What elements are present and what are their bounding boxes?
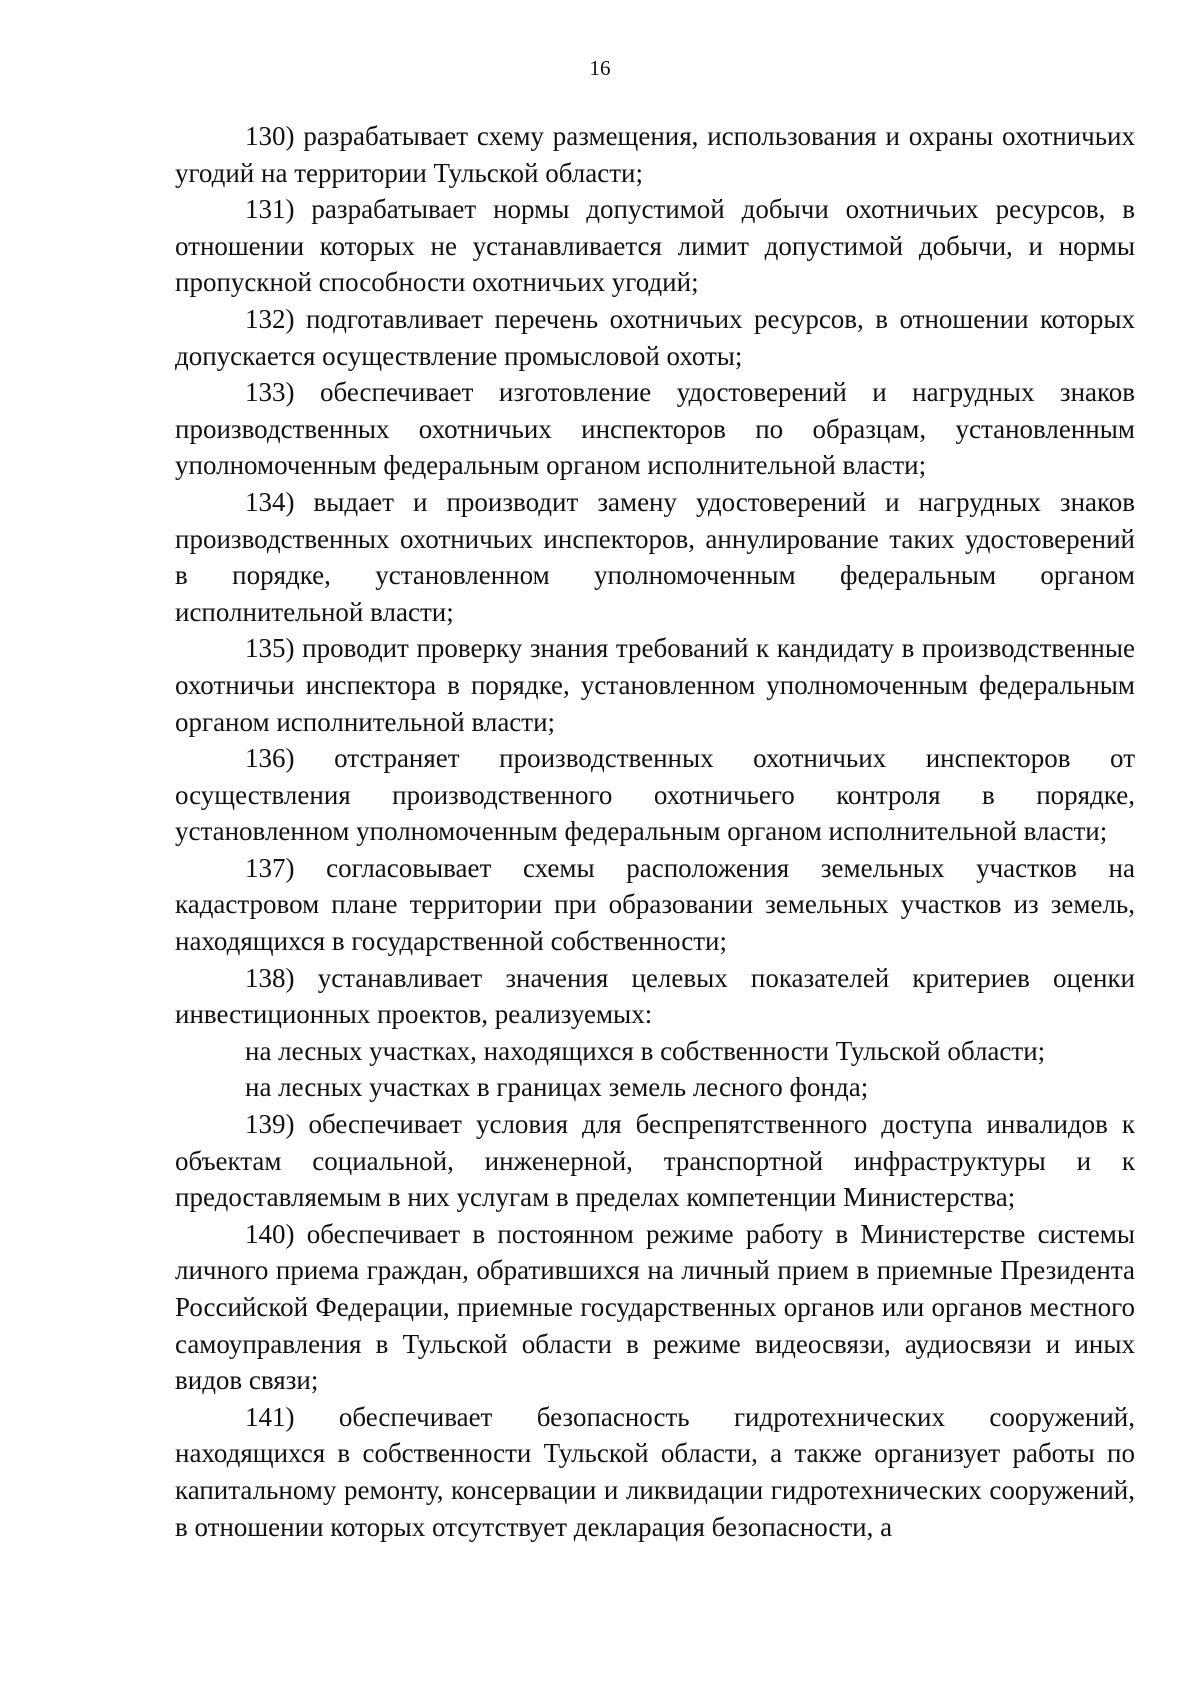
paragraph-text: обеспечивает условия для беспрепятственного доступа инвалидов к объектам социальной, инженерной, транспортной инфраструктуры и к предоставляемым в них услугам в пределах компетенции Министерства;: [175, 1109, 1136, 1213]
paragraph-text: разрабатывает нормы допустимой добычи охотничьих ресурсов, в отношении которых не устанавливается лимит допустимой добычи, и нормы пропускной способности охотничьих угодий;: [175, 194, 1136, 298]
paragraph-136: [175, 740, 1135, 850]
paragraph-text: устанавливает значения целевых показателей критериев оценки инвестиционных проектов, реализуемых:: [175, 962, 1136, 1030]
paragraph-text: обеспечивает безопасность гидротехнических сооружений, находящихся в собственности Тульской области, а также организует работы по капитальному ремонту, консервации и ликвидации гидротехнических сооружений, в отношении которых отсутствует декларация безопасности, а: [175, 1401, 1136, 1542]
paragraph-text: подготавливает перечень охотничьих ресурсов, в отношении которых допускается осуществление промысловой охоты;: [175, 303, 1135, 371]
paragraph-text: проводит проверку знания требований к кандидату в производственные охотничьи инспектора в порядке, установленном уполномоченным федеральным органом исполнительной власти;: [175, 633, 1136, 737]
paragraph-135: [175, 630, 1135, 740]
paragraph-137: [175, 850, 1135, 960]
paragraph-138-subitem-2: [175, 1069, 1135, 1106]
paragraph-132: [175, 301, 1135, 374]
paragraph-138: [175, 960, 1135, 1033]
document-body: [175, 118, 1135, 1545]
paragraph-text: обеспечивает изготовление удостоверений и нагрудных знаков производственных охотничьих инспекторов по образцам, установленным уполномоченным федеральным органом исполнительной власти;: [175, 377, 1136, 481]
paragraph-141: [175, 1399, 1135, 1545]
paragraph-text: обеспечивает в постоянном режиме работу в Министерстве системы личного приема граждан, обратившихся на личный прием в приемные Президента Российской Федерации, приемные государственных органов или органов местного самоуправления в Тульской области в режиме видеосвязи, аудиосвязи и иных видов связи;: [175, 1218, 1135, 1396]
paragraph-text: на лесных участках в границах земель лесного фонда;: [245, 1072, 869, 1103]
paragraph-text: разрабатывает схему размещения, использования и охраны охотничьих угодий на территории Тульской области;: [175, 121, 1135, 188]
paragraph-text: выдает и производит замену удостоверений и нагрудных знаков производственных охотничьих инспекторов, аннулирование таких удостоверений в порядке, установленном уполномоченным федеральным органом исполнительной власти;: [175, 486, 1136, 627]
item-number: 141): [245, 1401, 295, 1432]
paragraph-138-subitem-1: [175, 1033, 1135, 1070]
page-number: 16: [589, 56, 611, 80]
item-number: 140): [245, 1218, 295, 1249]
item-number: 133): [245, 377, 295, 408]
paragraph-139: [175, 1106, 1135, 1216]
paragraph-text: на лесных участках, находящихся в собственности Тульской области;: [245, 1035, 1046, 1066]
paragraph-131: [175, 191, 1135, 301]
item-number: 132): [245, 303, 295, 334]
paragraph-130: [175, 118, 1135, 191]
paragraph-text: отстраняет производственных охотничьих инспекторов от осуществления производственного охотничьего контроля в порядке, установленном уполномоченным федеральным органом исполнительной власти;: [175, 743, 1136, 847]
paragraph-134: [175, 484, 1135, 630]
item-number: 135): [245, 633, 295, 664]
item-number: 130): [245, 121, 295, 151]
item-number: 137): [245, 852, 295, 883]
item-number: 139): [245, 1109, 295, 1140]
item-number: 131): [245, 194, 295, 225]
item-number: 138): [245, 962, 295, 993]
item-number: 134): [245, 486, 295, 517]
paragraph-140: [175, 1216, 1135, 1399]
item-number: 136): [245, 743, 295, 774]
paragraph-133: [175, 374, 1135, 484]
paragraph-text: согласовывает схемы расположения земельных участков на кадастровом плане территории при образовании земельных участков из земель, находящихся в государственной собственности;: [175, 852, 1135, 957]
